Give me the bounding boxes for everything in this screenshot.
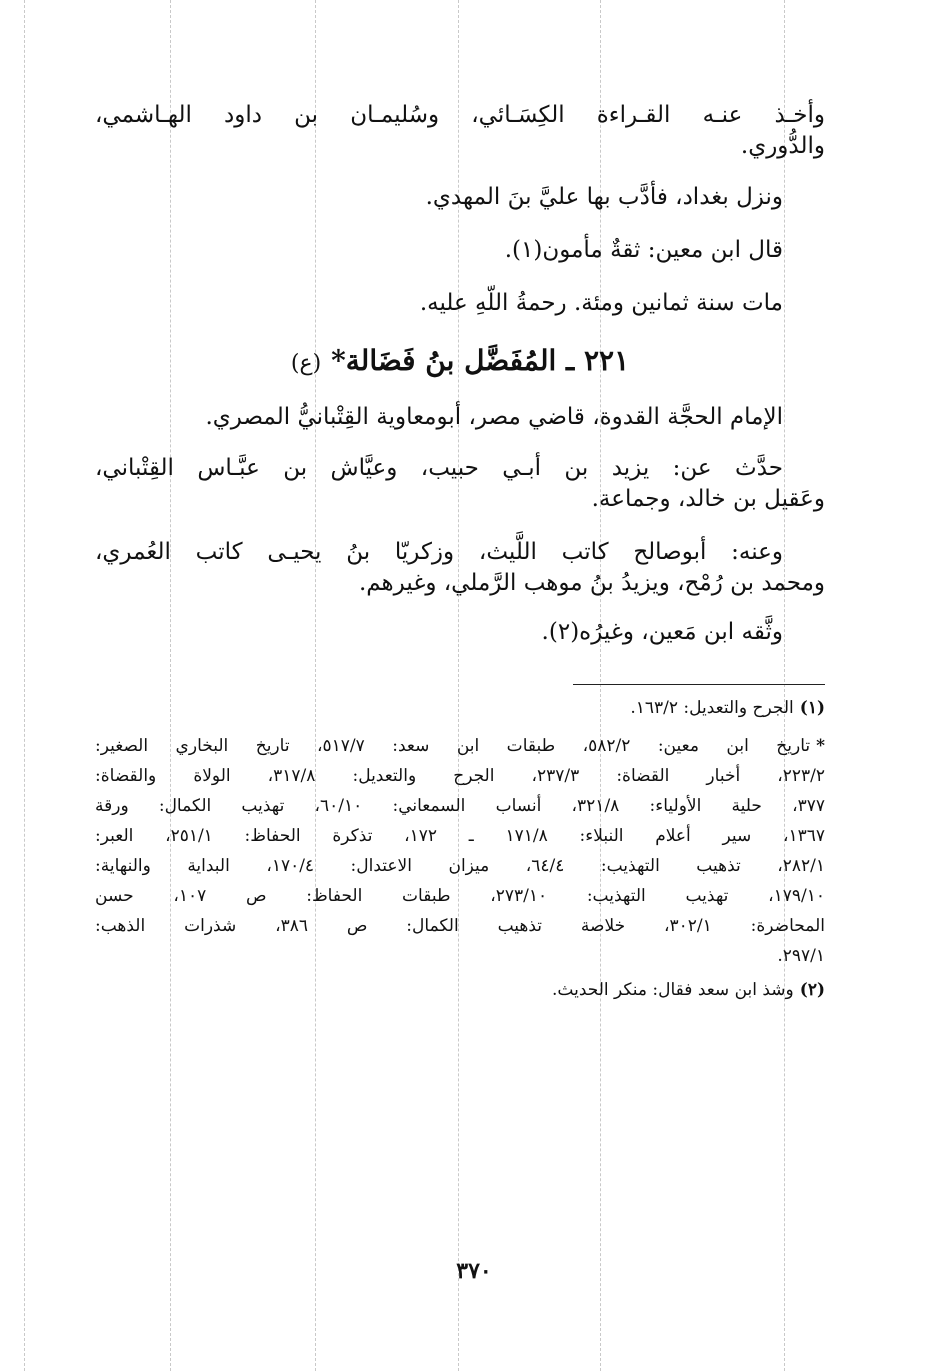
footnote-line (95, 731, 825, 761)
paragraph: ونزل بغداد، فأدَّب بها عليَّ بنَ المهدي. (425, 184, 783, 210)
paragraph-line: وعَقيل بن خالد، وجماعة. (591, 486, 825, 512)
footnote-line: ١٧٩/١٠، تهذيب التهذيب: ٢٧٣/١٠، طبقات الحفاظ: ص ١٠٧، حسن (95, 886, 825, 906)
footnote-text: الجرح والتعديل: ١٦٣/٢. (630, 698, 794, 718)
entry-title: ٢٢١ ـ المُفَضَّل بنُ فَضَالة* (331, 344, 630, 377)
paragraph-line: وأخـذ عنـه القـراءة الكِسَـائي، وسُليمـان بن داود الهـاشمي، (95, 102, 825, 128)
paragraph: قال ابن معين: ثقةٌ مأمون(١). (504, 237, 783, 263)
paragraph-line: وعنه: أبوصالح كاتب اللَّيث، وزكريّا بنُ يحيـى كاتب العُمري، (95, 539, 783, 565)
paragraph-line: حدَّث عن: يزيد بن أبـي حبيب، وعيَّاش بن عبَّـاس القِتْباني، (95, 455, 783, 481)
footnote-line: المحاضرة: ٣٠٢/١، خلاصة تذهيب الكمال: ص ٣٨٦، شذرات الذهب: (95, 916, 825, 936)
paragraph-line: ومحمد بن رُمْح، ويزيدُ بنُ موهب الرَّملي، وغيرهم. (358, 570, 825, 596)
footnote-number: (٢) (799, 980, 825, 1000)
entry-heading (95, 341, 825, 384)
paragraph: وثَّقه ابن مَعين، وغيرُه(٢). (541, 619, 783, 645)
footnote-line: ١٣٦٧، سير أعلام النبلاء: ١٧١/٨ ـ ١٧٢، تذكرة الحفاظ: ٢٥١/١، العبر: (95, 826, 825, 846)
scan-guide-line (24, 0, 25, 1371)
footnote-line-text: تاريخ ابن معين: ٥٨٢/٢، طبقات ابن سعد: ٥١٧/٧، تاريخ البخاري الصغير: (95, 736, 811, 756)
page-content (95, 100, 825, 1005)
paragraph: مات سنة ثمانين ومئة. رحمةُ اللّهِ عليه. (419, 290, 783, 316)
footnote-star: * (816, 736, 825, 756)
paragraph: الإمام الحجَّة القدوة، قاضي مصر، أبومعاوية القِتْبانيُّ المصري. (205, 404, 783, 430)
footnote-sources (95, 731, 825, 971)
footnote-line: ٢٨٢/١، تذهيب التهذيب: ٦٤/٤، ميزان الاعتدال: ١٧٠/٤، البداية والنهاية: (95, 856, 825, 876)
paragraph-line: والدُّوري. (740, 133, 825, 159)
footnote-line: ٢٩٧/١. (777, 946, 825, 966)
footnote-text: وشذ ابن سعد فقال: منكر الحديث. (551, 980, 794, 1000)
footnote-2 (95, 975, 825, 1005)
footnote-1 (95, 693, 825, 723)
entry-code: (ع) (290, 351, 322, 376)
footnote-separator (573, 684, 825, 685)
footnote-line: ٣٧٧، حلية الأولياء: ٣٢١/٨، أنساب السمعاني: ٦٠/١٠، تهذيب الكمال: ورقة (95, 796, 825, 816)
footnote-line: ٢٢٣/٢، أخبار القضاة: ٢٣٧/٣، الجرح والتعديل: ٣١٧/٨، الولاة والقضاة: (95, 766, 825, 786)
page-number: ٣٧٠ (456, 1258, 492, 1284)
footnote-number: (١) (799, 698, 825, 718)
